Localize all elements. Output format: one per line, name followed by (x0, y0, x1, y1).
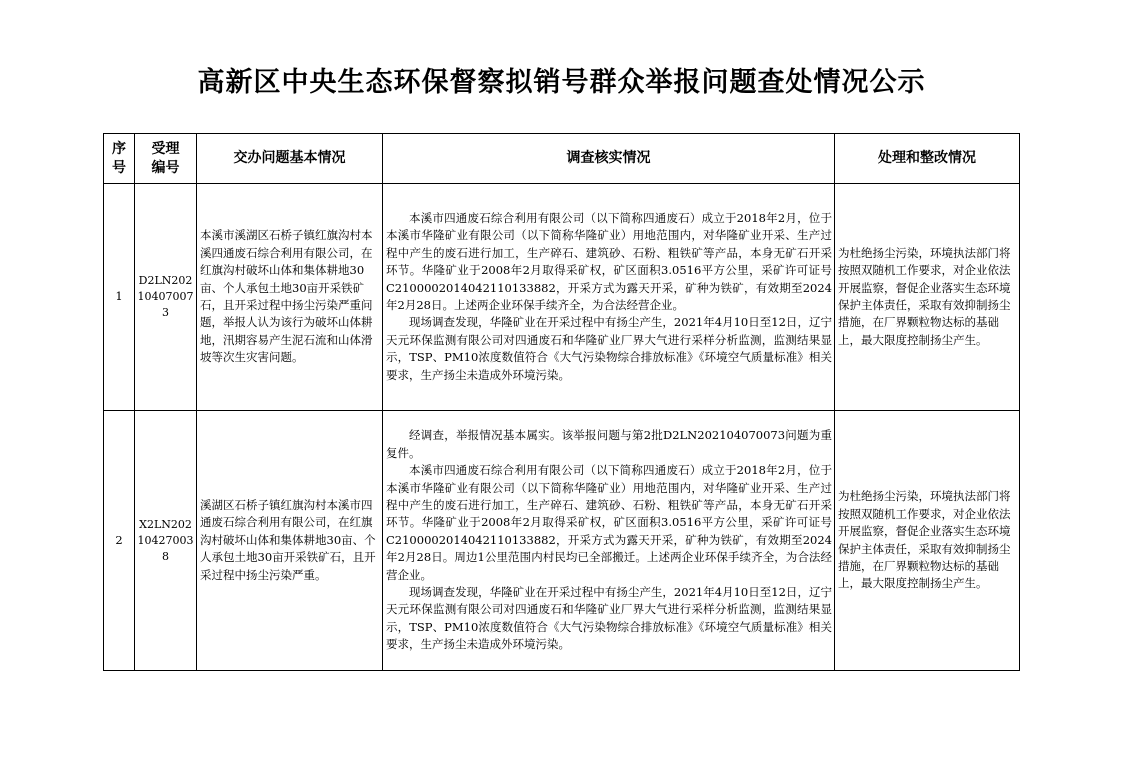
header-no-line1: 序 (112, 140, 126, 157)
row-basic-info: 溪湖区石桥子镇红旗沟村本溪市四通废石综合利用有限公司，在红旗沟村破坏山体和集体耕地30亩、个人承包土地30亩开采铁矿石，且开采过程中扬尘污染严重。 (197, 411, 383, 671)
table-row (104, 184, 1020, 411)
row-investigation (383, 184, 835, 411)
row-handling: 为杜绝扬尘污染，环境执法部门将按照双随机工作要求，对企业依法开展监察，督促企业落实生态环境保护主体责任，采取有效抑制扬尘措施，在厂界颗粒物达标的基础上，最大限度控制扬尘产生。 (835, 411, 1020, 671)
header-no (104, 134, 135, 184)
investigation-paragraph: 本溪市四通废石综合利用有限公司（以下简称四通废石）成立于2018年2月，位于本溪市华隆矿业有限公司（以下简称华隆矿业）用地范围内，对华隆矿业开采、生产过程中产生的废石进行加工，生产碎石、建筑砂、石粉、粗铁矿等产品，本身无矿石开采环节。华隆矿业于2008年2月取得采矿权，矿区面积3.0516平方公里，采矿许可证号C2100002014042110133882，开采方式为露天开采，矿种为铁矿，有效期至2024年2月28日。上述两企业环保手续齐全，为合法经营企业。 (386, 210, 832, 312)
investigation-paragraph: 现场调查发现，华隆矿业在开采过程中有扬尘产生，2021年4月10日至12日，辽宁天元环保监测有限公司对四通废石和华隆矿业厂界大气进行采样分析监测，监测结果显示，TSP、PM10浓度数值符合《大气污染物综合排放标准》《环境空气质量标准》相关要求，生产扬尘未造成外环境污染。 (386, 315, 832, 382)
row-code: D2LN202104070073 (135, 184, 197, 411)
table-row (104, 411, 1020, 671)
row-investigation (383, 411, 835, 671)
row-basic-info: 本溪市溪湖区石桥子镇红旗沟村本溪四通废石综合利用有限公司，在红旗沟村破坏山体和集体耕地30亩、个人承包土地30亩开采铁矿石，且开采过程中扬尘污染严重问题，举报人认为该行为破坏山体耕地，汛期容易产生泥石流和山体滑坡等次生灾害问题。 (197, 184, 383, 411)
report-table (103, 133, 1020, 671)
row-code: X2LN202104270038 (135, 411, 197, 671)
row-handling: 为杜绝扬尘污染，环境执法部门将按照双随机工作要求，对企业依法开展监察，督促企业落实生态环境保护主体责任，采取有效抑制扬尘措施，在厂界颗粒物达标的基础上，最大限度控制扬尘产生。 (835, 184, 1020, 411)
header-handling: 处理和整改情况 (835, 134, 1020, 184)
header-code (135, 134, 197, 184)
header-investigation: 调查核实情况 (383, 134, 835, 184)
table-header-row (104, 134, 1020, 184)
header-code-line2: 编号 (151, 159, 180, 176)
header-no-line2: 号 (112, 159, 126, 176)
investigation-paragraph: 本溪市四通废石综合利用有限公司（以下简称四通废石）成立于2018年2月，位于本溪市华隆矿业有限公司（以下简称华隆矿业）用地范围内，对华隆矿业开采、生产过程中产生的废石进行加工，生产碎石、建筑砂、石粉、粗铁矿等产品，本身无矿石开采环节。华隆矿业于2008年2月取得采矿权，矿区面积3.0516平方公里，采矿许可证号C2100002014042110133882，开采方式为露天开采，矿种为铁矿，有效期至2024年2月28日。周边1公里范围内村民均已全部搬迁。上述两企业环保手续齐全，为合法经营企业。 (386, 463, 832, 582)
header-basic: 交办问题基本情况 (197, 134, 383, 184)
investigation-paragraph: 经调查，举报情况基本属实。该举报问题与第2批D2LN202104070073问题为重复件。 (386, 428, 832, 460)
row-number: 2 (104, 411, 135, 671)
page-title: 高新区中央生态环保督察拟销号群众举报问题查处情况公示 (197, 67, 926, 98)
investigation-paragraph: 现场调查发现，华隆矿业在开采过程中有扬尘产生，2021年4月10日至12日，辽宁天元环保监测有限公司对四通废石和华隆矿业厂界大气进行采样分析监测，监测结果显示，TSP、PM10浓度数值符合《大气污染物综合排放标准》《环境空气质量标准》相关要求，生产扬尘未造成外环境污染。 (386, 585, 832, 652)
row-number: 1 (104, 184, 135, 411)
header-code-line1: 受理 (151, 140, 180, 157)
